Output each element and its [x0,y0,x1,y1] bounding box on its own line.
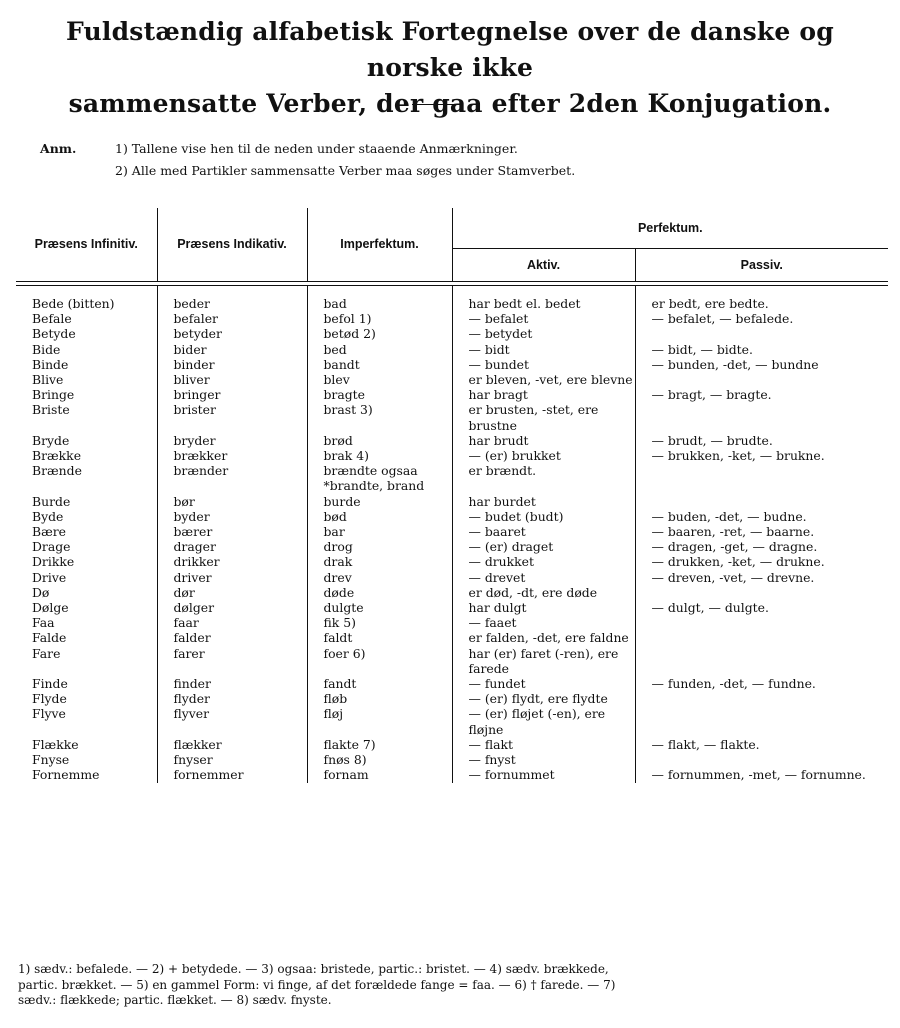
passiv-cell [635,630,888,645]
aktiv-cell: — budet (budt) [452,509,635,524]
infinitiv-cell: Binde [16,357,157,372]
header-perfektum: Perfektum. [637,220,703,235]
indikativ-cell: beder [157,296,307,311]
title-line-2: sammensatte Verber, der gaa efter 2den Konjugation. [68,89,832,118]
infinitiv-cell: Burde [16,494,157,509]
passiv-cell [635,494,888,509]
imperfektum-cell: befol 1) [307,311,452,326]
infinitiv-cell: Betyde [16,326,157,341]
indikativ-cell: driver [157,570,307,585]
infinitiv-cell: Dø [16,585,157,600]
infinitiv-cell: Briste [16,402,157,432]
indikativ-cell: byder [157,509,307,524]
indikativ-cell: finder [157,676,307,691]
verb-row [16,691,888,706]
aktiv-cell: — bundet [452,357,635,372]
passiv-cell [635,372,888,387]
verb-row [16,372,888,387]
passiv-cell: — bunden, -det, — bundne [651,356,819,372]
header-infinitiv: Præsens Infinitiv. [16,208,157,282]
verb-table [16,208,888,783]
footnote-line-2: partic. brækket. — 5) en gammel Form: vi finge, af det forældede fange = faa. — 6) † farede. — 7) [18,977,616,992]
passiv-cell [635,646,888,676]
verb-row [16,630,888,645]
page-title [40,14,860,122]
imperfektum-cell: faldt [307,630,452,645]
passiv-cell [635,402,888,432]
indikativ-cell: befaler [157,311,307,326]
aktiv-cell: — (er) flydt, ere flydte [452,691,635,706]
imperfektum-cell: betød 2) [307,326,452,341]
passiv-cell: — bidt, — bidte. [651,341,753,357]
passiv-cell [635,326,888,341]
verb-table-body [16,286,888,783]
imperfektum-cell: bragte [307,387,452,402]
aktiv-cell: — befalet [452,311,635,326]
infinitiv-cell: Flyde [16,691,157,706]
verb-row [16,554,888,569]
imperfektum-cell: bandt [307,357,452,372]
indikativ-cell: brækker [157,448,307,463]
infinitiv-cell: Fnyse [16,752,157,767]
imperfektum-cell: brændte ogsaa *brandte, brand [307,463,452,493]
infinitiv-cell: Flyve [16,706,157,736]
indikativ-cell: betyder [157,326,307,341]
infinitiv-cell: Bryde [16,433,157,448]
imperfektum-cell: bar [307,524,452,539]
imperfektum-cell: fløb [307,691,452,706]
aktiv-cell: — flakt [452,737,635,752]
imperfektum-cell: fоer 6) [307,646,452,676]
imperfektum-cell: burde [307,494,452,509]
passiv-cell: — brukken, -ket, — brukne. [651,448,825,464]
passiv-cell: — bragt, — bragte. [651,387,772,403]
verb-row [16,342,888,357]
aktiv-cell: er brusten, -stet, ere brustne [452,402,635,432]
infinitiv-cell: Drive [16,570,157,585]
verb-row [16,706,888,736]
passiv-cell: — drukken, -ket, — drukne. [651,554,825,570]
title-line-1: Fuldstændig alfabetisk Fortegnelse over de danske og norske ikke [66,17,834,82]
verb-row [16,570,888,585]
passiv-cell: — dreven, -vet, — drevne. [651,569,815,585]
imperfektum-cell: bad [307,296,452,311]
indikativ-cell: bryder [157,433,307,448]
passiv-cell [635,615,888,630]
passiv-cell: — baaren, -ret, — baarne. [651,524,815,540]
infinitiv-cell: Blive [16,372,157,387]
header-imperfektum: Imperfektum. [307,208,452,282]
verb-row [16,509,888,524]
passiv-cell [635,752,888,767]
imperfektum-cell: fik 5) [307,615,452,630]
imperfektum-cell: flakte 7) [307,737,452,752]
passiv-cell [635,463,888,493]
verb-row [16,494,888,509]
header-aktiv: Aktiv. [452,249,635,282]
verb-row [16,585,888,600]
imperfektum-cell: brast 3) [307,402,452,432]
passiv-cell [635,585,888,600]
indikativ-cell: flyver [157,706,307,736]
passiv-cell: er bedt, ere bedte. [651,296,769,311]
header-passiv: Passiv. [635,249,888,282]
imperfektum-cell: brød [307,433,452,448]
aktiv-cell: er død, -dt, ere døde [452,585,635,600]
verb-row [16,676,888,691]
infinitiv-cell: Finde [16,676,157,691]
annotation-block [40,138,575,182]
aktiv-cell: er bleven, -vet, ere blevne [452,372,635,387]
infinitiv-cell: Falde [16,630,157,645]
indikativ-cell: bærer [157,524,307,539]
annotation-label: Anm. [40,141,77,156]
passiv-cell [635,691,888,706]
imperfektum-cell: fandt [307,676,452,691]
annotation-line-1: 1) Tallene vise hen til de neden under staaende Anmærkninger. [115,141,518,156]
aktiv-cell: har bedt el. bedet [452,296,635,311]
verb-row [16,600,888,615]
aktiv-cell: har (er) faret (-ren), ere farede [452,646,635,676]
imperfektum-cell: fløj [307,706,452,736]
aktiv-cell: har bragt [452,387,635,402]
infinitiv-cell: Drikke [16,554,157,569]
aktiv-cell: — fundet [452,676,635,691]
annotation-line-2: 2) Alle med Partikler sammensatte Verber maa søges under Stamverbet. [115,163,576,178]
aktiv-cell: — (er) draget [452,539,635,554]
imperfektum-cell: fnøs 8) [307,752,452,767]
indikativ-cell: drager [157,539,307,554]
indikativ-cell: bider [157,342,307,357]
header-indikativ: Præsens Indikativ. [157,208,307,282]
imperfektum-cell: fornam [307,767,452,782]
verb-row [16,752,888,767]
passiv-cell [635,706,888,736]
infinitiv-cell: Befale [16,311,157,326]
footnotes [18,962,884,1009]
verb-row [16,767,888,782]
aktiv-cell: — faaet [452,615,635,630]
passiv-cell: — brudt, — brudte. [651,432,773,448]
infinitiv-cell: Drage [16,539,157,554]
infinitiv-cell: Bide [16,342,157,357]
infinitiv-cell: Bede (bitten) [16,296,157,311]
verb-row [16,387,888,402]
infinitiv-cell: Dølge [16,600,157,615]
aktiv-cell: — (er) brukket [452,448,635,463]
indikativ-cell: dør [157,585,307,600]
title-divider [412,104,456,105]
infinitiv-cell: Brække [16,448,157,463]
aktiv-cell: er falden, -det, ere faldne [452,630,635,645]
imperfektum-cell: brak 4) [307,448,452,463]
passiv-cell: — dragen, -get, — dragne. [651,539,818,555]
imperfektum-cell: døde [307,585,452,600]
verb-row [16,326,888,341]
footnote-line-1: 1) sædv.: befalede. — 2) + betydede. — 3) ogsaa: bristede, partic.: bristet. — 4) sædv. brækkede, [18,962,609,976]
passiv-cell: — flakt, — flakte. [651,736,760,752]
aktiv-cell: — bidt [452,342,635,357]
indikativ-cell: flækker [157,737,307,752]
aktiv-cell: — (er) fløjet (-en), ere fløjne [452,706,635,736]
passiv-cell: — fornummen, -met, — fornumne. [651,767,866,783]
aktiv-cell: — drukket [452,554,635,569]
passiv-cell: — dulgt, — dulgte. [651,600,769,616]
indikativ-cell: binder [157,357,307,372]
indikativ-cell: drikker [157,554,307,569]
infinitiv-cell: Bære [16,524,157,539]
imperfektum-cell: drev [307,570,452,585]
infinitiv-cell: Flække [16,737,157,752]
infinitiv-cell: Bringe [16,387,157,402]
verb-row [16,296,888,311]
indikativ-cell: brænder [157,463,307,493]
verb-row [16,311,888,326]
imperfektum-cell: bed [307,342,452,357]
passiv-cell: — befalet, — befalede. [651,311,794,327]
imperfektum-cell: blev [307,372,452,387]
indikativ-cell: fnyser [157,752,307,767]
indikativ-cell: falder [157,630,307,645]
verb-row [16,448,888,463]
indikativ-cell: bringer [157,387,307,402]
verb-row [16,646,888,676]
infinitiv-cell: Byde [16,509,157,524]
infinitiv-cell: Fornemme [16,767,157,782]
verb-row [16,402,888,432]
verb-row [16,737,888,752]
passiv-cell: — buden, -det, — budne. [651,508,807,524]
aktiv-cell: har brudt [452,433,635,448]
indikativ-cell: brister [157,402,307,432]
imperfektum-cell: bød [307,509,452,524]
indikativ-cell: farer [157,646,307,676]
aktiv-cell: — fnyst [452,752,635,767]
imperfektum-cell: drog [307,539,452,554]
passiv-cell: — funden, -det, — fundne. [651,676,816,692]
indikativ-cell: faar [157,615,307,630]
indikativ-cell: bør [157,494,307,509]
verb-row [16,615,888,630]
footnote-line-3: sædv.: flækkede; partic. flækket. — 8) sædv. fnyste. [18,993,332,1007]
infinitiv-cell: Faa [16,615,157,630]
indikativ-cell: bliver [157,372,307,387]
aktiv-cell: — baaret [452,524,635,539]
indikativ-cell: dølger [157,600,307,615]
verb-row [16,463,888,493]
verb-row [16,539,888,554]
aktiv-cell: er brændt. [452,463,635,493]
verb-row [16,357,888,372]
verb-row [16,524,888,539]
verb-row [16,433,888,448]
imperfektum-cell: drak [307,554,452,569]
infinitiv-cell: Brænde [16,463,157,493]
aktiv-cell: — drevet [452,570,635,585]
infinitiv-cell: Fare [16,646,157,676]
aktiv-cell: — fornummet [452,767,635,782]
aktiv-cell: — betydet [452,326,635,341]
imperfektum-cell: dulgte [307,600,452,615]
aktiv-cell: har burdet [452,494,635,509]
indikativ-cell: flyder [157,691,307,706]
indikativ-cell: fornemmer [157,767,307,782]
aktiv-cell: har dulgt [452,600,635,615]
